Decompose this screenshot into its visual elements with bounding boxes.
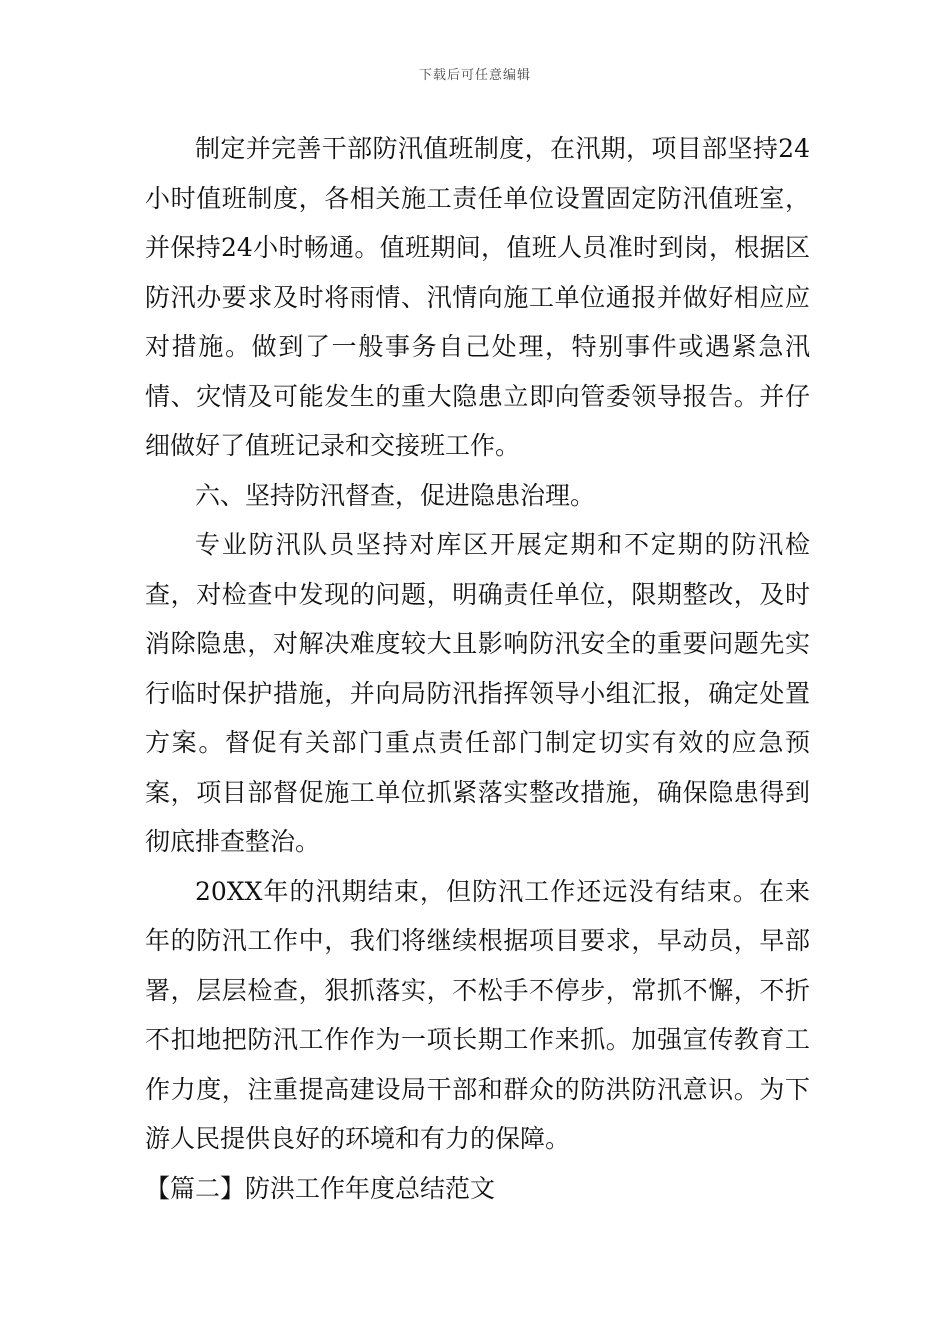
paragraph-inspection: 专业防汛队员坚持对库区开展定期和不定期的防汛检查，对检查中发现的问题，明确责任单位，限期整改，及时消除隐患，对解决难度较大且影响防汛安全的重要问题先实行临时保护措施，并向局防汛指挥领导小组汇报，确定处置方案。督促有关部门重点责任部门制定切实有效的应急预案，项目部督促施工单位抓紧落实整改措施，确保隐患得到彻底排查整治。: [145, 530, 810, 856]
paragraph-duty-system: 制定并完善干部防汛值班制度，在汛期，项目部坚持24小时值班制度，各相关施工责任单位设置固定防汛值班室，并保持24小时畅通。值班期间，值班人员准时到岗，根据区防汛办要求及时将雨情、汛情向施工单位通报并做好相应应对措施。做到了一般事务自己处理，特别事件或遇紧急汛情、灾情及可能发生的重大隐患立即向管委领导报告。并仔细做好了值班记录和交接班工作。: [145, 134, 810, 460]
article-title-part-two: 【篇二】防洪工作年度总结范文: [145, 1173, 496, 1203]
paragraph-conclusion: 20XX年的汛期结束，但防汛工作还远没有结束。在来年的防汛工作中，我们将继续根据项目要求，早动员，早部署，层层检查，狠抓落实，不松手不停步，常抓不懈，不折不扣地把防汛工作作为一项长期工作来抓。加强宣传教育工作力度，注重提高建设局干部和群众的防洪防汛意识。为下游人民提供良好的环境和有力的保障。: [145, 876, 810, 1153]
document-body: [145, 124, 810, 1213]
page-header: 下载后可任意编辑: [418, 68, 531, 83]
section-heading-six: 六、坚持防汛督查，促进隐患治理。: [195, 480, 596, 510]
